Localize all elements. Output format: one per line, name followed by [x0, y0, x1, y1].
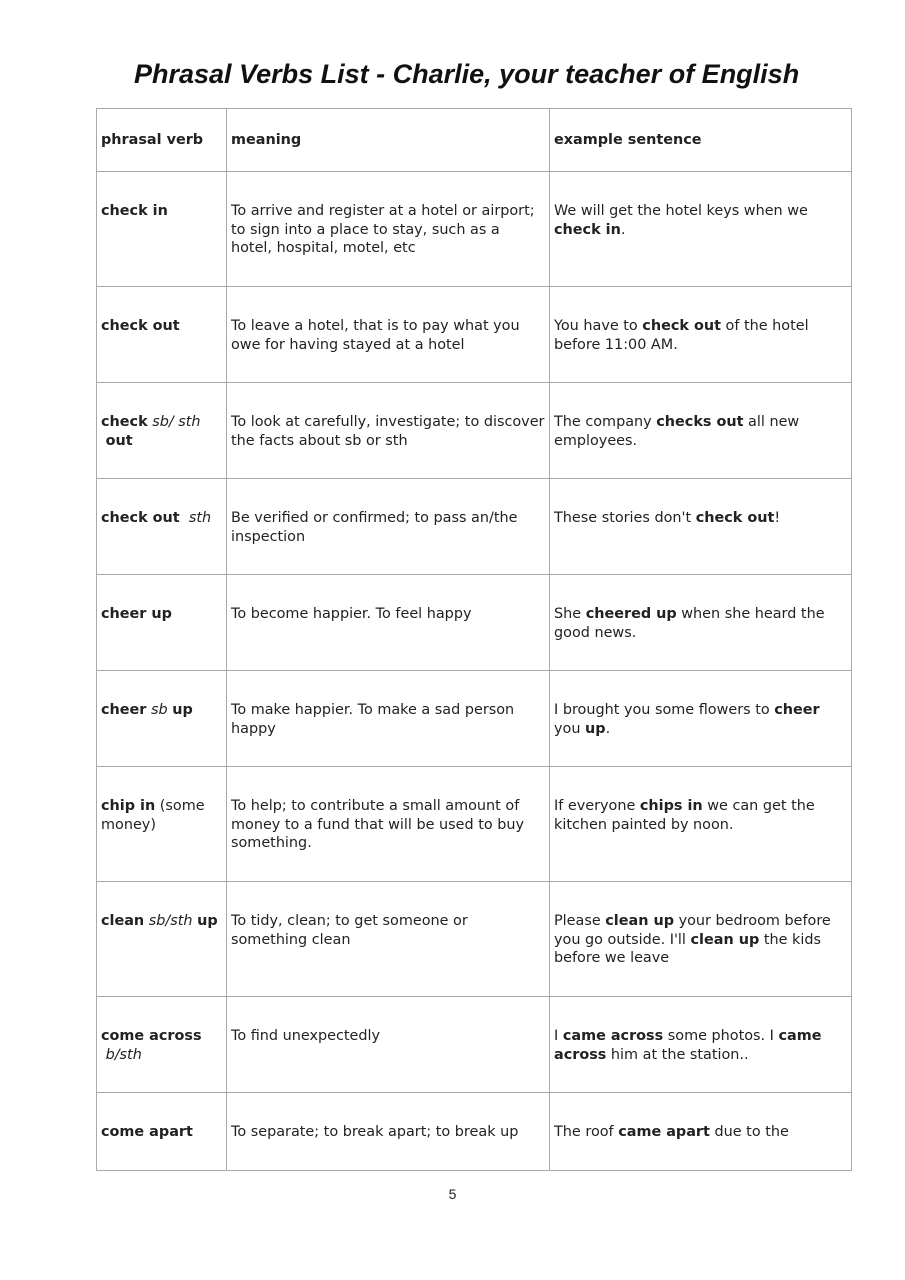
text-run: we can get the kitchen painted by noon. — [554, 798, 815, 833]
bold-text: came apart — [618, 1124, 710, 1140]
example-cell — [550, 575, 852, 671]
text-run: The roof — [554, 1124, 619, 1140]
verb-cell — [97, 882, 227, 997]
meaning-cell: To leave a hotel, that is to pay what you owe for having stayed at a hotel — [227, 287, 550, 383]
text-run: Please — [554, 913, 606, 929]
bold-text: came across — [554, 1028, 822, 1063]
text-run: These stories don't — [554, 510, 696, 526]
text-run: . — [605, 720, 611, 737]
verb-cell — [97, 767, 227, 882]
text-run: She — [554, 606, 586, 622]
table-row — [97, 172, 852, 287]
table-row — [97, 997, 852, 1093]
header-meaning: meaning — [227, 109, 550, 172]
bold-text: chip in — [101, 798, 156, 814]
table-header-row — [97, 109, 852, 172]
verb-cell — [97, 1093, 227, 1171]
bold-text: clean up — [605, 913, 675, 929]
meaning-cell: To find unexpectedly — [227, 997, 550, 1093]
table-row — [97, 383, 852, 479]
bold-text: check — [101, 414, 148, 430]
text-run: The company — [554, 414, 657, 430]
bold-text: check out — [101, 318, 180, 334]
meaning-cell: To arrive and register at a hotel or airport; to sign into a place to stay, such as a hotel, hospital, motel, etc — [227, 172, 550, 287]
bold-text: up — [585, 720, 606, 737]
table-row — [97, 287, 852, 383]
example-cell — [550, 671, 852, 767]
example-cell — [550, 287, 852, 383]
verb-cell — [97, 172, 227, 287]
bold-text: out — [105, 432, 133, 449]
example-cell — [550, 172, 852, 287]
header-example-sentence: example sentence — [550, 109, 852, 172]
bold-text: cheered up — [585, 606, 677, 622]
verb-cell — [97, 287, 227, 383]
text-run: due to the — [709, 1124, 789, 1140]
table-row — [97, 479, 852, 575]
text-run: ! — [774, 510, 781, 526]
text-run: some photos. I — [663, 1028, 779, 1044]
text-run: all new employees. — [554, 414, 800, 449]
text-run: when she heard the good news. — [554, 606, 825, 641]
bold-text: checks out — [656, 414, 744, 430]
phrasal-verbs-table — [96, 108, 852, 1171]
example-cell — [550, 1093, 852, 1171]
meaning-cell: To make happier. To make a sad person happy — [227, 671, 550, 767]
bold-text: cheer — [774, 702, 820, 718]
bold-text: come across — [101, 1028, 202, 1044]
text-run: If everyone — [554, 798, 640, 814]
text-run: . — [620, 221, 626, 238]
bold-text: clean up — [690, 931, 760, 948]
header-phrasal-verb: phrasal verb — [97, 109, 227, 172]
page-title: Phrasal Verbs List - Charlie, your teacher of English — [134, 59, 800, 89]
meaning-cell: To separate; to break apart; to break up — [227, 1093, 550, 1171]
example-cell — [550, 479, 852, 575]
text-run: your bedroom before you go outside. I'll — [554, 913, 831, 948]
text-run: I — [554, 1028, 563, 1044]
italic-text: sth — [188, 510, 212, 526]
bold-text: up — [197, 913, 218, 929]
italic-text: sb/ sth — [152, 414, 201, 430]
text-run: I brought you some flowers to — [554, 702, 775, 718]
table-row — [97, 575, 852, 671]
example-cell — [550, 882, 852, 997]
example-cell — [550, 383, 852, 479]
verb-cell — [97, 575, 227, 671]
bold-text: check in — [554, 221, 621, 238]
table-row — [97, 671, 852, 767]
example-cell — [550, 997, 852, 1093]
bold-text: check out — [695, 510, 775, 526]
bold-text: check in — [101, 203, 168, 219]
bold-text: cheer — [101, 702, 147, 718]
meaning-cell: Be verified or confirmed; to pass an/the inspection — [227, 479, 550, 575]
meaning-cell: To look at carefully, investigate; to discover the facts about sb or sth — [227, 383, 550, 479]
text-run: We will get the hotel keys when we — [554, 203, 808, 219]
text-run: the kids before we leave — [554, 931, 821, 966]
verb-cell — [97, 479, 227, 575]
text-run: of the hotel before 11:00 AM. — [554, 318, 809, 353]
meaning-cell: To become happier. To feel happy — [227, 575, 550, 671]
bold-text: clean — [101, 913, 145, 929]
table-row — [97, 882, 852, 997]
table-row — [97, 767, 852, 882]
bold-text: come apart — [101, 1124, 193, 1140]
bold-text: chips in — [639, 798, 703, 814]
bold-text: check out — [642, 318, 721, 334]
page-number: 5 — [448, 1186, 457, 1202]
italic-text: sb/sth — [148, 913, 193, 929]
text-run: him at the station.. — [606, 1046, 749, 1063]
table-row — [97, 1093, 852, 1171]
meaning-cell: To tidy, clean; to get someone or something clean — [227, 882, 550, 997]
example-cell — [550, 767, 852, 882]
bold-text: cheer up — [101, 606, 172, 622]
verb-cell — [97, 383, 227, 479]
text-run: you — [554, 720, 586, 737]
text-run: You have to — [554, 318, 643, 334]
bold-text: came across — [562, 1028, 664, 1044]
text-run — [180, 510, 189, 526]
bold-text: up — [172, 702, 193, 718]
bold-text: check out — [101, 510, 180, 526]
text-run: (some money) — [101, 798, 205, 833]
verb-cell — [97, 997, 227, 1093]
italic-text: sb — [150, 702, 168, 718]
meaning-cell: To help; to contribute a small amount of money to a fund that will be used to buy something. — [227, 767, 550, 882]
verb-cell — [97, 671, 227, 767]
italic-text: b/sth — [105, 1046, 142, 1063]
